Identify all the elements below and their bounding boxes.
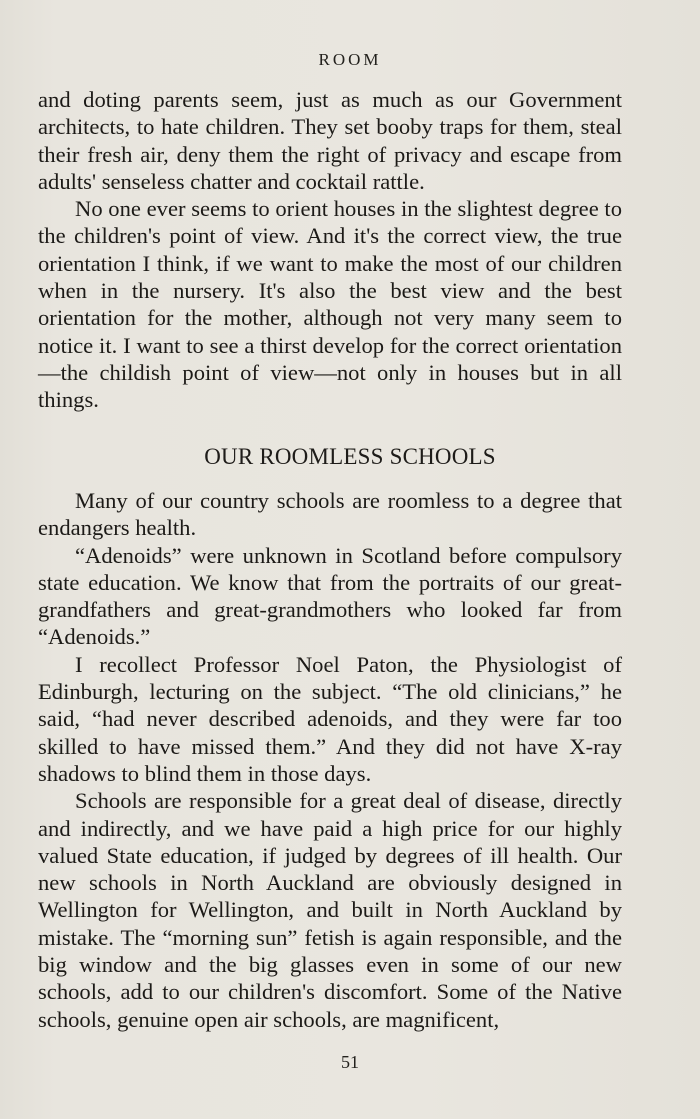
paragraph: Many of our country schools are roomless to a degree that endangers health. — [38, 488, 622, 541]
paragraph: “Adenoids” were unknown in Scotland before compulsory state education. We know that from the portraits of our great-grandfathers and great-grandmothers who looked far from “Adenoids.” — [38, 542, 622, 650]
running-head: ROOM — [318, 50, 382, 69]
paragraph: I recollect Professor Noel Paton, the Physiologist of Edinburgh, lecturing on the subject. “The old clinicians,” he said, “had never described adenoids, and they were far too skilled to have missed them.” And they did not have X-ray shadows to blind them in those days. — [38, 651, 622, 786]
text-block-bottom — [38, 487, 622, 1033]
section-heading: OUR ROOMLESS SCHOOLS — [204, 444, 496, 469]
text-block-top — [38, 86, 622, 414]
paragraph-continued: and doting parents seem, just as much as our Government architects, to hate children. They set booby traps for them, steal their fresh air, deny them the right of privacy and escape from adults' senseless chatter and cocktail rattle. — [38, 87, 622, 194]
page-number: 51 — [341, 1052, 359, 1072]
paragraph: Schools are responsible for a great deal of disease, directly and indirectly, and we have paid a high price for our highly valued State education, if judged by degrees of ill health. Our new schools in North Auckland are obviously designed in Wellington for Wellington, and built in North Auckland by mistake. The “morning sun” fetish is again responsible, and the big window and the big glasses even in some of our new schools, add to our children's discomfort. Some of the Native schools, genuine open air schools, are magnificent, — [38, 788, 622, 1032]
paragraph: No one ever seems to orient houses in the slightest degree to the children's point of view. And it's the correct view, the true orientation I think, if we want to make the most of our children when in the nursery. It's also the best view and the best orientation for the mother, although not very many seem to notice it. I want to see a thirst develop for the correct orientation—the childish point of view—not only in houses but in all things. — [38, 196, 622, 413]
